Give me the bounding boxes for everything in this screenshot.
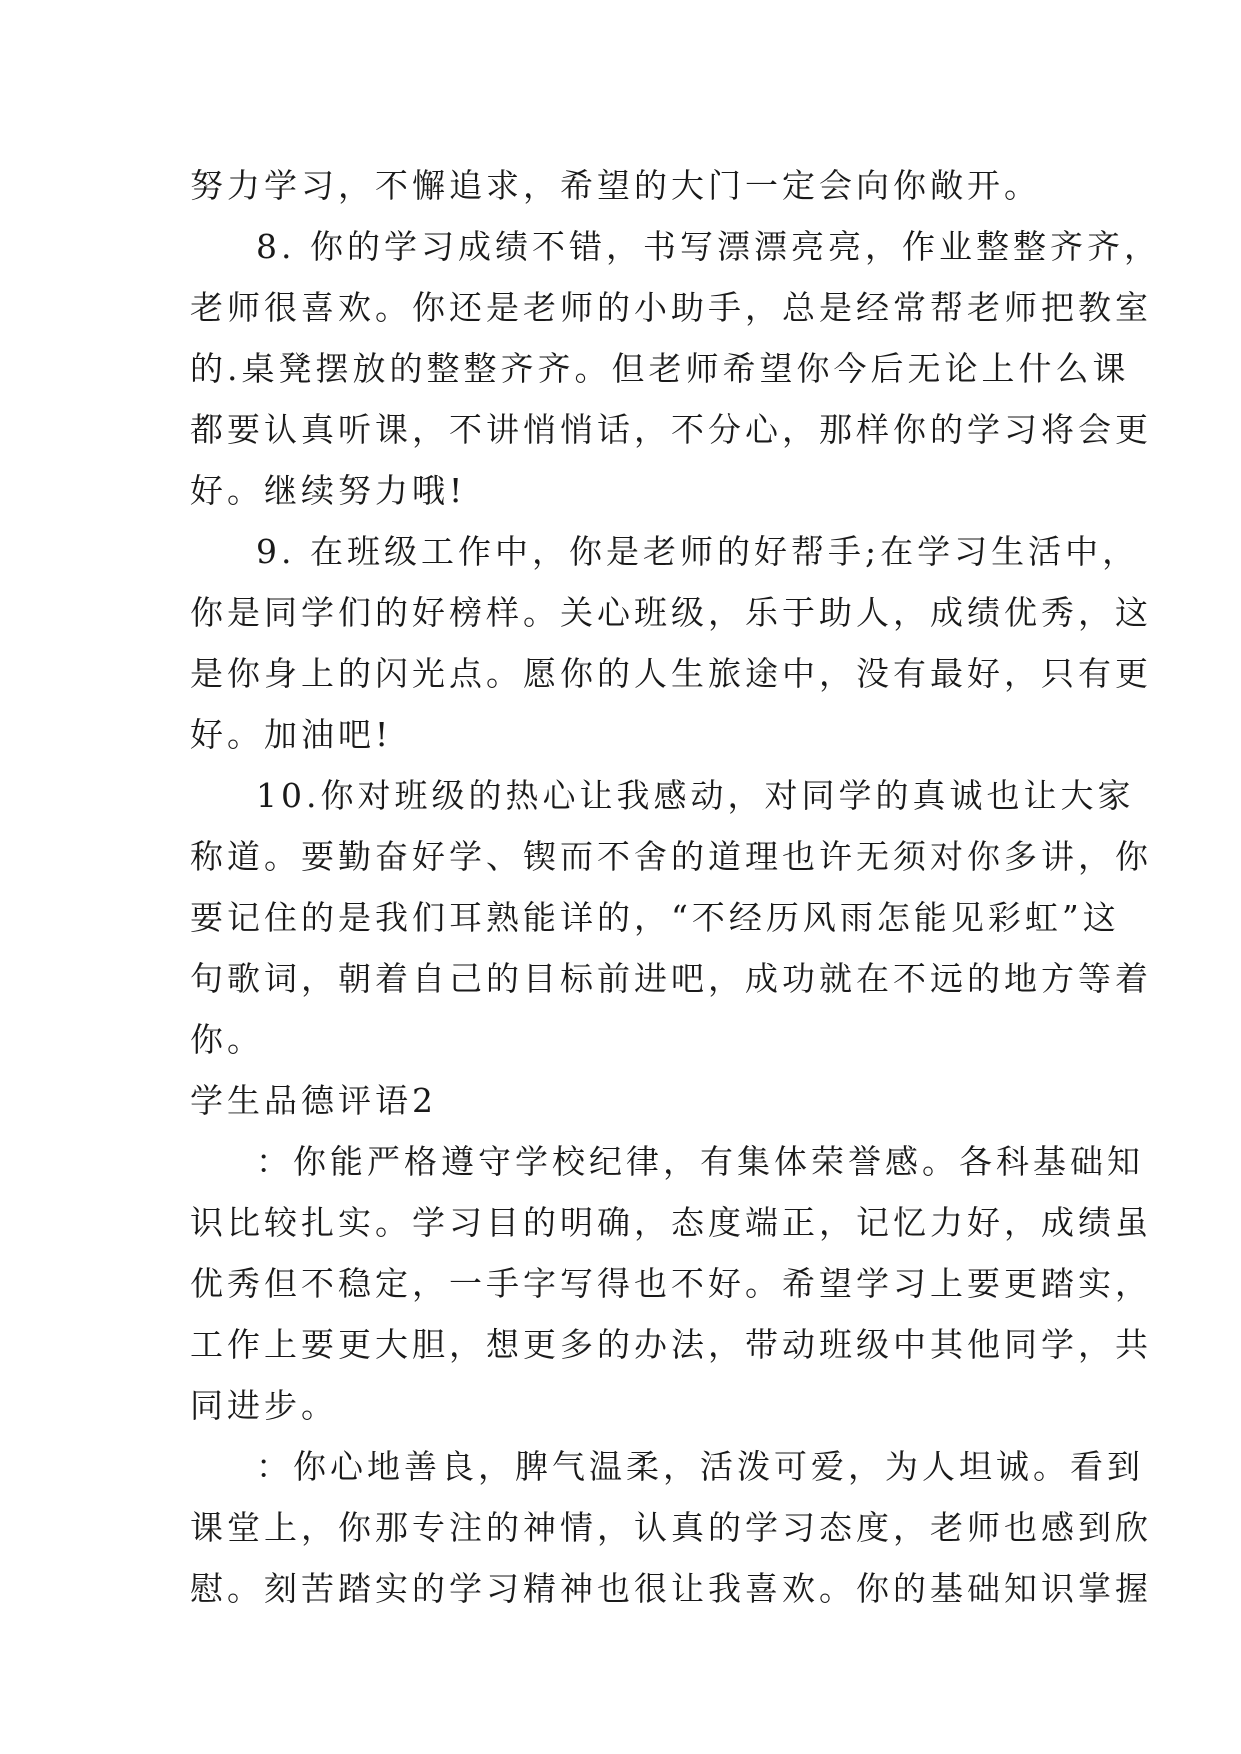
text-line: 工作上要更大胆，想更多的办法，带动班级中其他同学，共 [190,1325,1152,1364]
text-line: 优秀但不稳定，一手字写得也不好。希望学习上要更踏实， [190,1264,1152,1303]
paragraph-start-line: ：你心地善良，脾气温柔，活泼可爱，为人坦诚。看到 [256,1447,1144,1486]
text-line: 课堂上，你那专注的神情，认真的学习态度，老师也感到欣 [190,1508,1152,1547]
text-line: 要记住的是我们耳熟能详的，“不经历风雨怎能见彩虹”这 [190,898,1120,937]
document-body [190,155,1161,1619]
text-line: 都要认真听课，不讲悄悄话，不分心，那样你的学习将会更 [190,410,1152,449]
section-heading: 学生品德评语2 [190,1081,437,1120]
paragraph-start-line: 10.你对班级的热心让我感动，对同学的真诚也让大家 [256,776,1135,815]
text-line: 慰。刻苦踏实的学习精神也很让我喜欢。你的基础知识掌握 [190,1569,1152,1608]
text-line: 同进步。 [190,1386,338,1425]
paragraph-start-line: ：你能严格遵守学校纪律，有集体荣誉感。各科基础知 [256,1142,1144,1181]
text-line: 的.桌凳摆放的整整齐齐。但老师希望你今后无论上什么课 [190,349,1130,388]
text-line: 句歌词，朝着自己的目标前进吧，成功就在不远的地方等着 [190,959,1152,998]
text-line: 你。 [190,1020,264,1059]
paragraph-start-line: 9. 在班级工作中，你是老师的好帮手;在学习生活中， [256,532,1140,571]
text-line: 是你身上的闪光点。愿你的人生旅途中，没有最好，只有更 [190,654,1152,693]
text-line: 你是同学们的好榜样。关心班级，乐于助人，成绩优秀，这 [190,593,1152,632]
text-line: 好。加油吧! [190,715,393,754]
text-line: 努力学习，不懈追求，希望的大门一定会向你敞开。 [190,166,1041,205]
text-line: 老师很喜欢。你还是老师的小助手，总是经常帮老师把教室 [190,288,1152,327]
text-line: 好。继续努力哦! [190,471,467,510]
text-line: 识比较扎实。学习目的明确，态度端正，记忆力好，成绩虽 [190,1203,1152,1242]
text-line: 称道。要勤奋好学、锲而不舍的道理也许无须对你多讲，你 [190,837,1152,876]
paragraph-start-line: 8. 你的学习成绩不错，书写漂漂亮亮，作业整整齐齐， [256,227,1161,266]
